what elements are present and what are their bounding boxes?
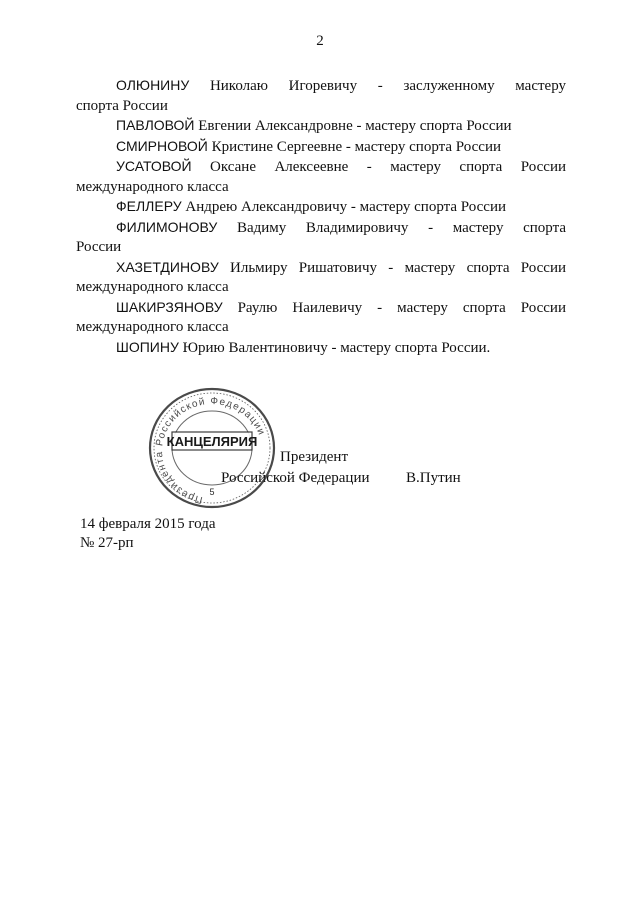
page-number: 2	[316, 33, 324, 49]
document-date: 14 февраля 2015 года	[80, 516, 216, 532]
entry-continuation: международного класса	[76, 319, 229, 335]
award-entry	[76, 116, 566, 137]
seal-stamp-icon	[146, 385, 278, 511]
recipient-surname: ФИЛИМОНОВУ	[116, 218, 218, 235]
recipient-surname: ШАКИРЗЯНОВУ	[116, 298, 223, 315]
recipient-details: Евгении Александровне - мастеру спорта России	[194, 118, 512, 134]
recipient-details: Оксане Алексеевне - мастеру спорта России	[191, 159, 566, 175]
signatory-name: В.Путин	[406, 470, 461, 486]
recipient-details: Николаю Игоревичу - заслуженному мастеру	[189, 78, 566, 94]
seal-ring-text: Президента Российской Федерации	[153, 395, 268, 506]
recipient-surname: ПАВЛОВОЙ	[116, 117, 195, 133]
recipient-surname: ХАЗЕТДИНОВУ	[116, 258, 219, 275]
entry-continuation: международного класса	[76, 279, 229, 295]
chancellery-seal	[146, 385, 278, 511]
award-entry	[76, 137, 566, 158]
document-number: № 27-рп	[80, 535, 134, 551]
award-entry	[76, 76, 566, 116]
recipient-details: Юрию Валентиновичу - мастеру спорта России.	[178, 339, 491, 356]
award-entry	[76, 338, 566, 359]
award-entry	[76, 298, 566, 338]
seal-center-text: КАНЦЕЛЯРИЯ	[166, 434, 258, 449]
entry-continuation: спорта России	[76, 97, 168, 114]
recipient-surname: ОЛЮНИНУ	[116, 77, 190, 93]
entry-continuation: международного класса	[76, 178, 229, 195]
recipient-surname: УСАТОВОЙ	[116, 158, 192, 174]
seal-number: 5	[209, 487, 215, 497]
recipient-details: Кристине Сергеевне - мастеру спорта России	[207, 138, 501, 155]
award-entry	[76, 258, 566, 298]
recipient-surname: ШОПИНУ	[116, 338, 179, 355]
award-entry	[76, 197, 566, 218]
recipient-surname: СМИРНОВОЙ	[116, 137, 208, 154]
signatory-title-line2: Российской Федерации	[221, 470, 370, 486]
award-entry	[76, 157, 566, 197]
recipient-surname: ФЕЛЛЕРУ	[116, 198, 182, 214]
recipient-details: Ильмиру Ришатовичу - мастеру спорта России	[218, 259, 566, 276]
award-entry	[76, 218, 566, 258]
recipient-details: Андрею Александровичу - мастеру спорта России	[181, 199, 506, 215]
recipient-details: Раулю Наилевичу - мастеру спорта России	[222, 299, 566, 316]
award-list	[76, 76, 566, 358]
date-block	[80, 515, 216, 553]
recipient-details: Вадиму Владимировичу - мастеру спорта	[217, 219, 566, 236]
entry-continuation: России	[76, 239, 122, 255]
signatory-title: Президент	[280, 449, 348, 465]
